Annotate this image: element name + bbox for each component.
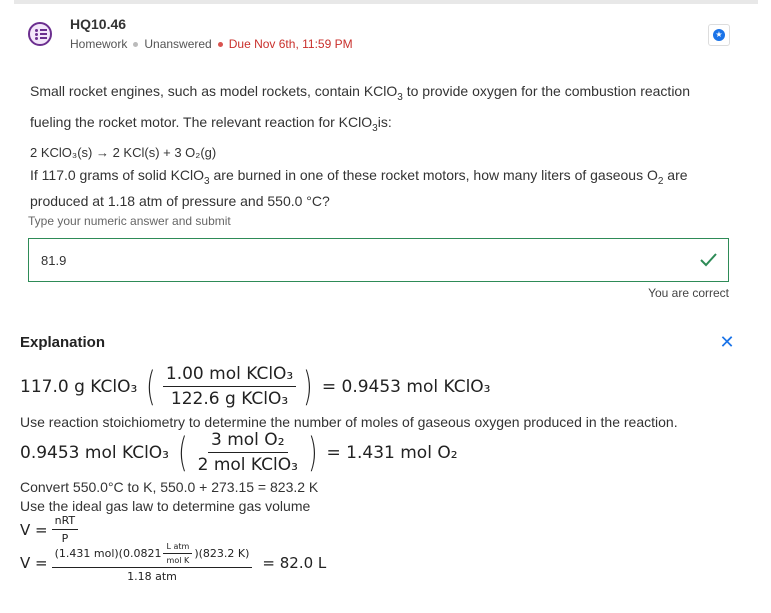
step-text-1: Use reaction stoichiometry to determine the number of moles of gaseous oxygen produced in the reaction. (20, 414, 678, 430)
step2-equation: 0.9453 mol KClO₃ ( $\frac{\text{3 mol O₂}}{\text{2 mol KClO₃}}$ ) = 1.431 mol O₂ (20, 429, 458, 476)
bookmark-button[interactable] (708, 24, 730, 46)
answer-value: 81.9 (41, 253, 67, 268)
feedback-text: You are correct (648, 286, 729, 300)
step1-equation: 117.0 g KClO₃ ( $\frac{\text{1.00 mol KClO₃}}{\text{122.6 g KClO₃}}$ ) = 0.9453 mol KClO₃ (20, 363, 491, 410)
answer-input[interactable] (28, 238, 729, 282)
question-type: Homework (70, 37, 128, 51)
question-list-icon (28, 22, 52, 46)
question-meta (70, 37, 353, 51)
question-card (14, 4, 758, 304)
due-date: Due Nov 6th, 11:59 PM (228, 37, 353, 51)
question-text: Small rocket engines, such as model rockets, contain KClO$_3$ to provide oxygen for the combustion reaction fueling the rocket motor. The relevant reaction for KClO$_3$is: 2 KClO₃(s) → 2 KCl(s) + 3 O₂(g) If 117.0 grams of solid KClO$_3$ are burned in one of these rocket motors, how many liters of gaseous $O_2$ are produced at 1.18 atm of pressure and 550.0 °C? (30, 79, 710, 211)
answer-label: Type your numeric answer and submit (28, 214, 231, 228)
reaction-equation: 2 KClO₃(s) → 2 KCl(s) + 3 O₂(g) (30, 144, 217, 160)
question-title: HQ10.46 (70, 16, 127, 32)
check-icon (698, 249, 718, 269)
question-status: Unanswered (144, 37, 212, 51)
ideal-gas-formula: V = $\frac{\text{nRT}}{P}$ (20, 514, 82, 545)
volume-calculation: V = (1.431 mol)(0.0821 $\frac{\text{L atm}}{\text{mol K}}$ )(823.2 K) 1.18 atm = 82.0 L (20, 542, 327, 583)
step-text-3: Use the ideal gas law to determine gas volume (20, 498, 311, 514)
star-icon: ★ (713, 29, 725, 41)
close-icon[interactable]: ✕ (719, 332, 735, 352)
explanation-title: Explanation (20, 334, 106, 351)
step-text-2: Convert 550.0°C to K, 550.0 + 273.15 = 823.2 K (20, 479, 319, 495)
